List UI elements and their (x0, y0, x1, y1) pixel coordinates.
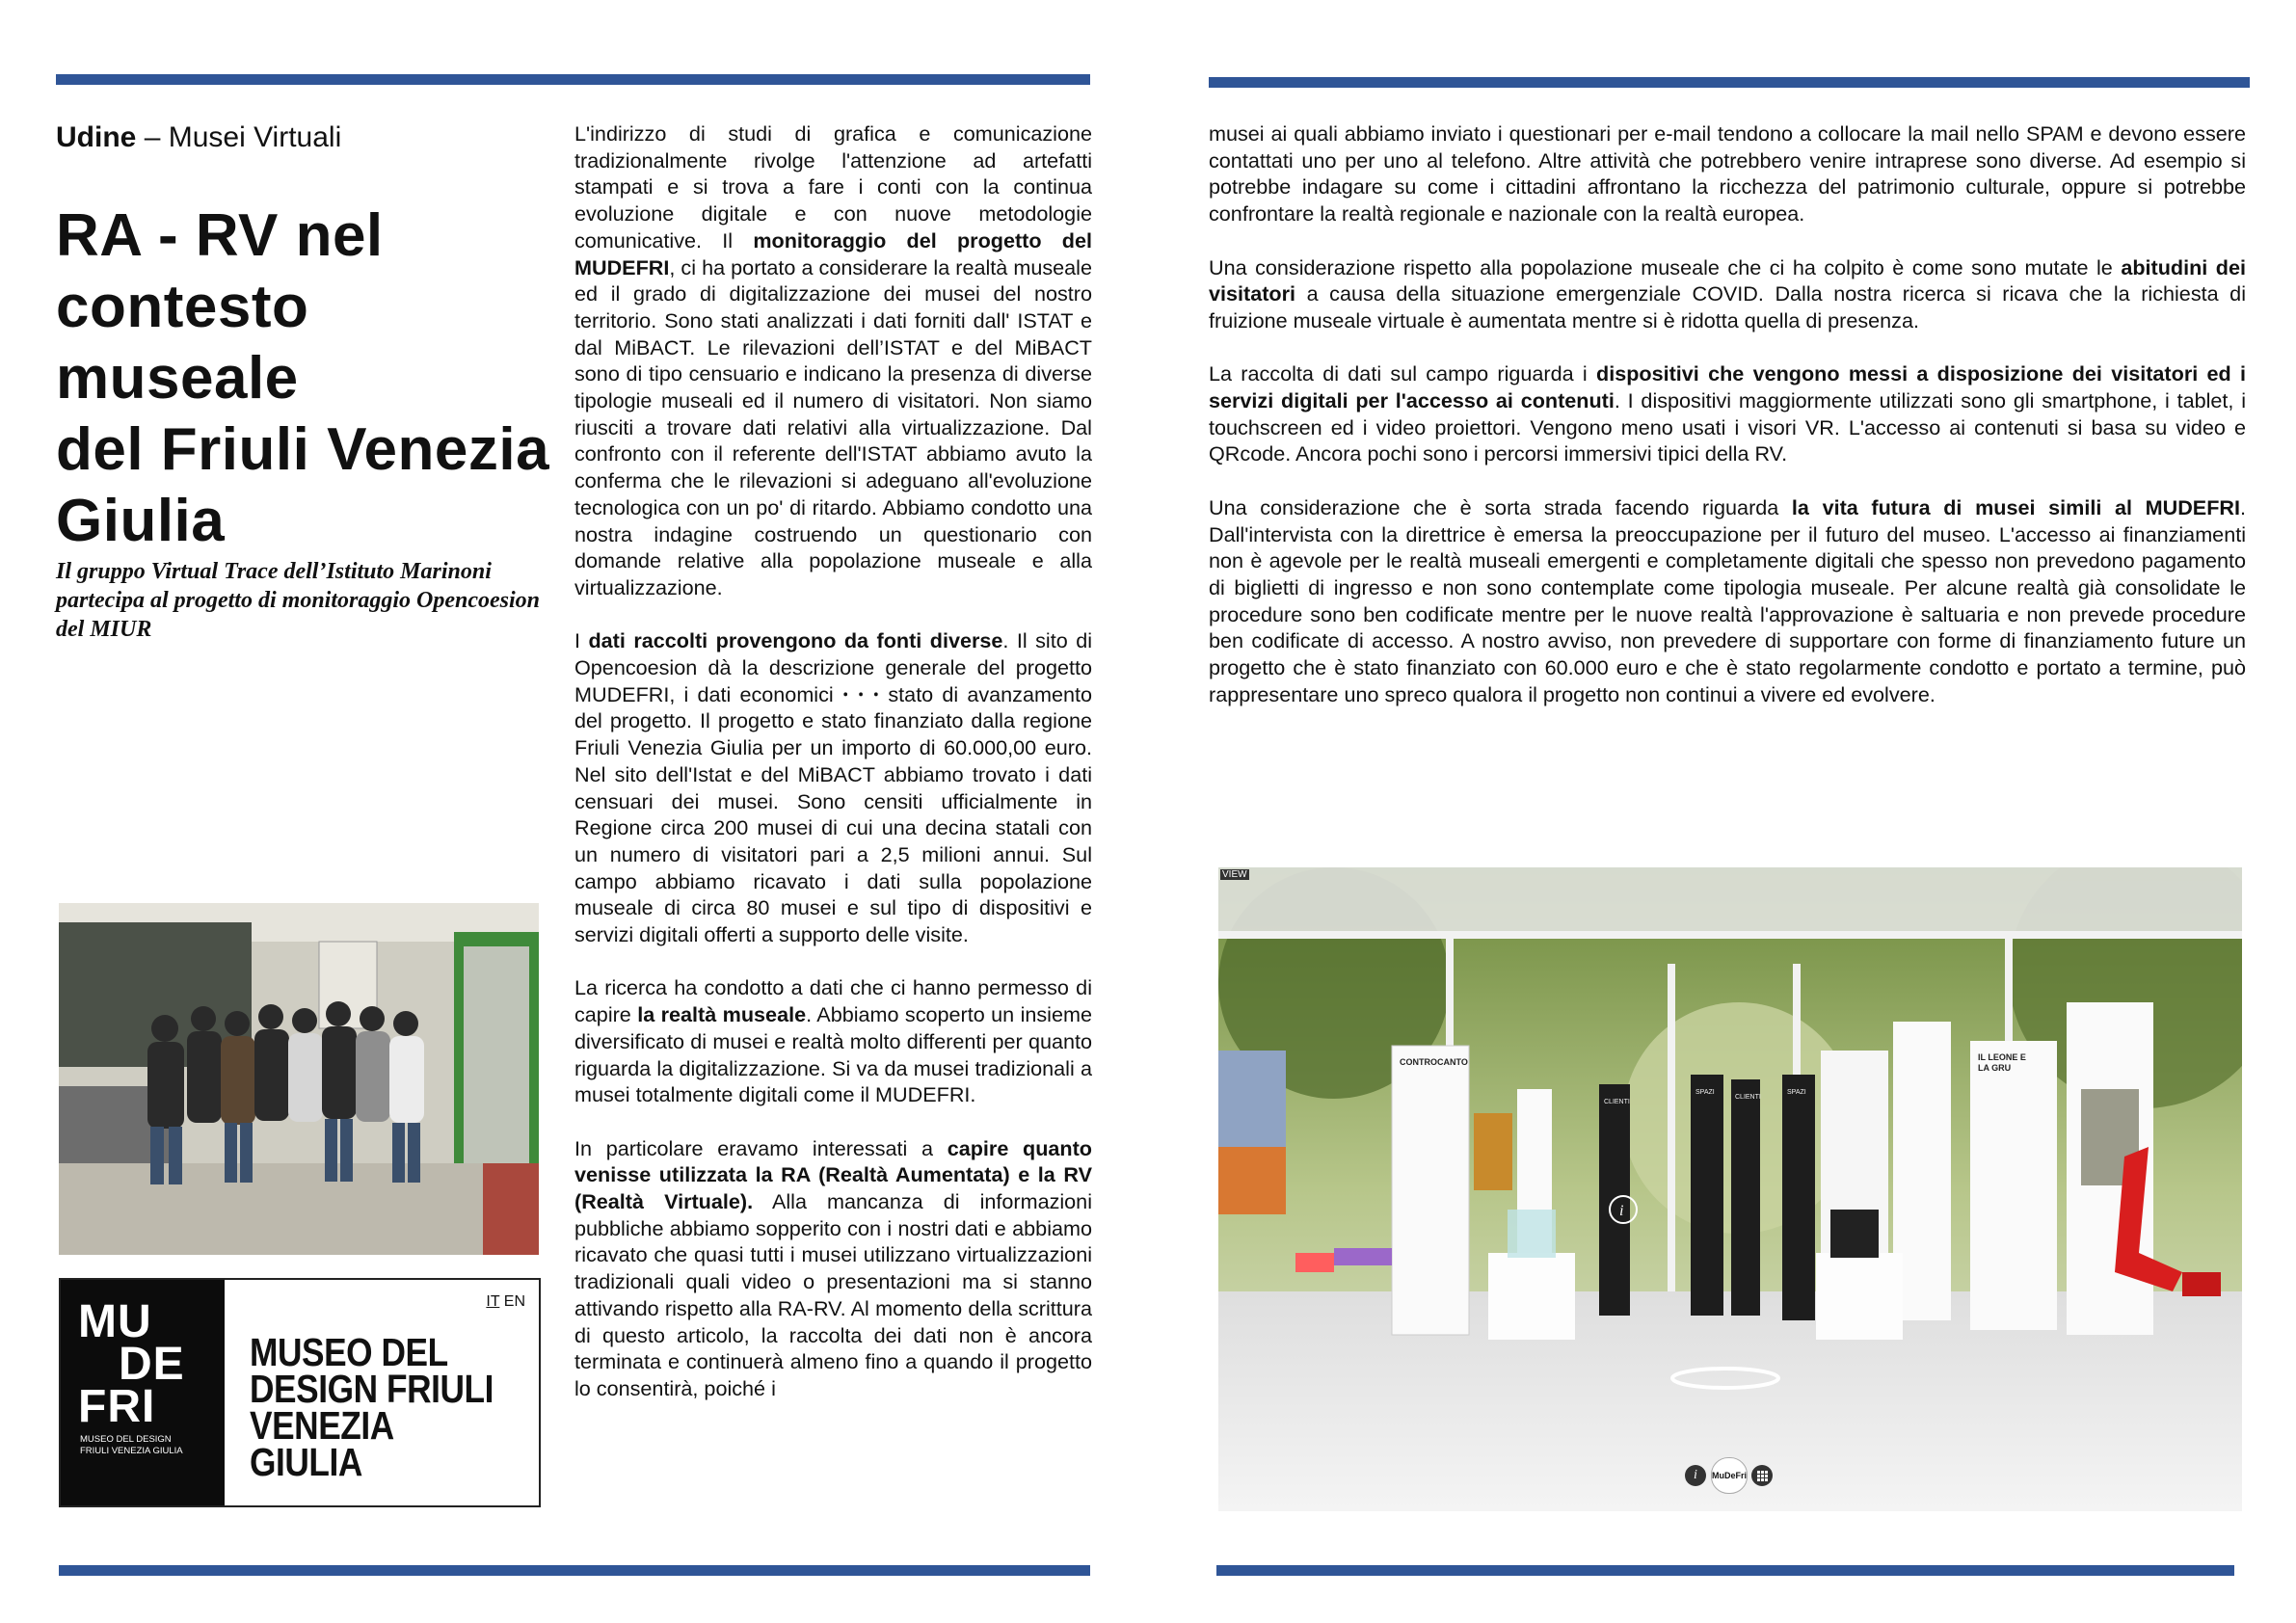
section-kicker (56, 121, 341, 154)
logo-mark-line: MU (78, 1296, 152, 1347)
paragraph (574, 627, 1092, 947)
headline-line: contesto (56, 274, 309, 340)
logo-mark-block (61, 1280, 225, 1505)
text-run: I (574, 628, 589, 653)
bold-run: capire quanto venisse utilizzata la RA (Realtà Aumentata) e la RV (Realtà Virtuale). (574, 1135, 1092, 1214)
headline-line: RA - RV nel (56, 202, 384, 269)
text-run: . Il sito di Opencoesion dà la descrizione generale del progetto MUDEFRI, i dati economici ꞏ ꞏ ꞏ stato di avanzamento del progetto. Il progetto e stato finanziato dalla regione Friuli Venezia Giulia per un importo di 60.000,00 euro. Nel sito dell'Istat e del MiBACT abbiamo trovato i dati censuari dei musei. Sono censiti ufficialmente in Regione circa 200 musei di cui una decina statali con un numero di visitatori pari a 2,5 milioni annui. Sul campo abbiamo ricavato i dati sulla popolazione museale di circa 80 musei e sul tipo di dispositivi e servizi digitali offerti a supporto delle visite. (574, 628, 1093, 947)
text-run: . Abbiamo scoperto un insieme diversificato di musei e realtà molto differenti per quanto riguarda la digitalizzazione. Si va da musei tradizionali a musei totalmente digitali come il MUDEFRI. (574, 1002, 1092, 1107)
bold-run: dispositivi che vengono messi a disposizione dei visitatori ed i servizi digitali per l'accesso ai contenuti (1209, 361, 2246, 412)
text-run: Alla mancanza di informazioni pubbliche abbiamo sopperito con i nostri dati e abbiamo ricavato che quasi tutti i musei utilizzano virtualizzazioni tradizionali quali video o presentazioni ma si stanno attivando rispetto alla RA-RV. Al momento della scrittura di questo articolo, la raccolta dei dati non è ancora terminata e continuerà almeno fino a quando il progetto lo consentirà, poiché i (574, 1189, 1092, 1400)
logo-small-line: MUSEO DEL DESIGN (80, 1434, 172, 1445)
text-run: a causa della situazione emergenziale COVID. Dalla nostra ricerca si ricava che la richiesta di fruizione museale virtuale è aumentata mentre si è ridotta quella di presenza. (1209, 281, 2246, 333)
vr-menu-button[interactable] (1751, 1465, 1773, 1486)
vr-logo-button[interactable]: MuDeFri (1711, 1457, 1748, 1494)
bold-run: la vita futura di musei simili al MUDEFRI (1791, 494, 2240, 519)
top-rule-left (56, 74, 1090, 85)
panel-left-title: CONTROCANTO (1400, 1057, 1468, 1067)
paragraph (574, 120, 1092, 601)
text-run: . I dispositivi maggiormente utilizzati sono gli smartphone, i tablet, i touchscreen ed i video proiettori. Vengono meno usati i visori VR. L'accesso ai contenuti si basa su video e QRcode. Ancora pochi sono i percorsi immersivi tipici della RV. (1209, 388, 2246, 466)
article-column-1 (574, 120, 1092, 1428)
group-photo (59, 903, 539, 1255)
lang-it-link[interactable]: IT (486, 1293, 500, 1310)
totem-label: CLIENTI (1735, 1094, 1761, 1101)
logo-wordmark-line: VENEZIA (250, 1403, 394, 1448)
logo-mark-line: DE (119, 1339, 185, 1390)
logo-wordmark-line: DESIGN FRIULI (250, 1367, 494, 1411)
vr-control-bar (1218, 1457, 2242, 1496)
logo-wordmark-line: GIULIA (250, 1440, 362, 1484)
text-run: Una considerazione che è sorta strada facendo riguarda (1209, 494, 1792, 519)
vr-info-button[interactable]: i (1685, 1465, 1706, 1486)
text-run: La raccolta di dati sul campo riguarda i (1209, 361, 1597, 386)
text-run: , ci ha portato a considerare la realtà museale ed il grado di digitalizzazione dei musei del nostro territorio. Sono stati analizzati i dati forniti dall' ISTAT e dal MiBACT. Le rilevazioni dell’ISTAT e del MiBACT sono di tipo censuario e indicano la presenza di diverse tipologie museali ed il numero di visitatori. Non siamo riusciti a trovare dati relativi alla virtualizzazione. Dal confronto con il referente dell'ISTAT abbiamo avuto la conferma che le rilevazioni si adeguano all'evoluzione tecnologica con un po' di ritardo. Abbiamo condotto una nostra indagine costruendo un questionario con domande relative alla popolazione museale e alla virtualizzazione. (574, 254, 1092, 599)
paragraph (1209, 254, 2246, 334)
paragraph (1209, 360, 2246, 467)
logo-small-line: FRIULI VENEZIA GIULIA (80, 1446, 183, 1456)
lang-en-link[interactable]: EN (503, 1293, 525, 1310)
grid-icon (1751, 1465, 1773, 1486)
paragraph (1209, 120, 2246, 227)
mudefri-logo (59, 1278, 541, 1507)
virtual-museum-image (1218, 867, 2242, 1511)
logo-wordmark (250, 1330, 494, 1484)
bold-run: la realtà museale (637, 1002, 807, 1027)
paragraph (574, 974, 1092, 1108)
totem-label: SPAZI (1695, 1089, 1715, 1096)
panel-right-line: IL LEONE E (1978, 1052, 2026, 1062)
logo-wordmark-line: MUSEO DEL (250, 1330, 448, 1374)
kicker-section: Musei Virtuali (168, 121, 342, 153)
headline-line: museale (56, 345, 299, 412)
kicker-city: Udine (56, 121, 137, 153)
bold-run: dati raccolti provengono da fonti diverse (588, 628, 1003, 653)
text-run: L'indirizzo di studi di grafica e comunicazione tradizionalmente rivolge l'attenzione ad artefatti stampati e si trova a fare i conti con la continua evoluzione digitale e con nuove metodologie comunicative. Il (574, 121, 1092, 253)
text-run: Una considerazione rispetto alla popolazione museale che ci ha colpito è come sono mutate le (1209, 254, 2122, 279)
kicker-dash: – (144, 121, 161, 153)
headline-line: del Friuli Venezia (56, 416, 550, 483)
logo-mark (78, 1296, 185, 1432)
paragraph (574, 1135, 1092, 1402)
classroom-photo-image (59, 903, 539, 1255)
text-run: musei ai quali abbiamo inviato i questionari per e-mail tendono a collocare la mail nello SPAM e devono essere contattati uno per uno al telefono. Altre attività che potrebbero venire intraprese sono diverse. Ad esempio si potrebbe indagare su come i cittadini affrontano la ricchezza del patrimonio culturale, oppure si potrebbe confrontare la realtà regionale e nazionale con la realtà europea. (1209, 121, 2246, 226)
bottom-rule-left (59, 1565, 1090, 1576)
text-run: . Dall'intervista con la direttrice è emersa la preoccupazione per il futuro del museo. L'accesso ai finanziamenti non è agevole per le realtà museali emergenti e completamente digitali che spesso non prevedono pagamento di biglietti di ingresso e non sono contemplate come tipologia museale. Per alcune realtà già consolidate le procedure sono ben codificate mentre per le nuove realtà l'approvazione è saltuaria e non prevede procedure ben codificate di accesso. A nostro avviso, non prevedere di supportare con forme di finanziamento future un progetto che è stato finanziato con 60.000 euro e che è stato regolarmente condotto e portato a termine, può rappresentare uno spreco qualora il progetto non continui a vivere ed evolvere. (1209, 494, 2246, 706)
bold-run: monitoraggio del progetto del MUDEFRI (574, 227, 1092, 279)
totem-label: SPAZI (1787, 1089, 1806, 1096)
bottom-rule-right (1216, 1565, 2234, 1576)
virtual-gallery-scene (1218, 867, 2242, 1511)
info-hotspot: i (1619, 1203, 1624, 1219)
vr-corner-label: VIEW (1222, 869, 1247, 880)
top-rule-right (1209, 77, 2250, 88)
headline-line: Giulia (56, 488, 226, 554)
subheadline: Il gruppo Virtual Trace dell’Istituto Marinoni partecipa al progetto di monitoraggio Opencoesion del MIUR (56, 559, 540, 642)
totem-label: CLIENTI (1604, 1099, 1630, 1105)
panel-right-line: LA GRU (1978, 1063, 2012, 1073)
headline (56, 200, 596, 557)
logo-mark-line: FRI (78, 1381, 156, 1432)
text-run: La ricerca ha condotto a dati che ci hanno permesso di capire (574, 975, 1092, 1027)
paragraph (1209, 494, 2246, 708)
article-column-2 (1209, 120, 2246, 734)
language-switch (486, 1293, 525, 1311)
logo-small-caption (80, 1434, 183, 1457)
bold-run: abitudini dei visitatori (1209, 254, 2246, 306)
text-run: In particolare eravamo interessati a (574, 1135, 948, 1160)
